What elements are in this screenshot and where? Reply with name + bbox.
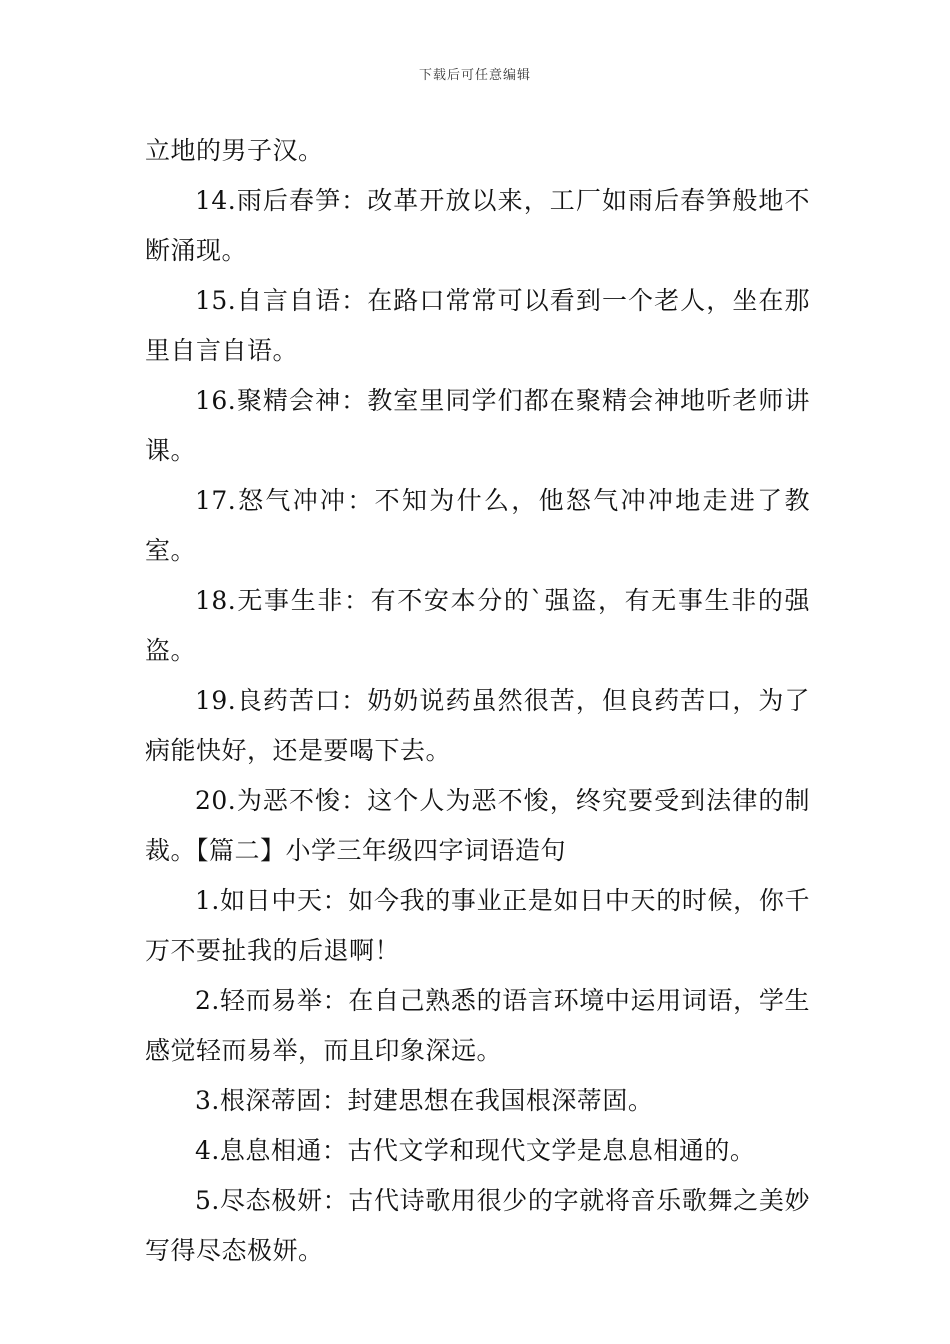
paragraph-item-16: 16.聚精会神：教室里同学们都在聚精会神地听老师讲课。 (145, 386, 810, 465)
paragraph-item-1: 1.如日中天：如今我的事业正是如日中天的时候，你千万不要扯我的后退啊！ (145, 886, 810, 965)
paragraph-item-14: 14.雨后春笋：改革开放以来，工厂如雨后春笋般地不断涌现。 (145, 186, 810, 265)
paragraph-item-5: 5.尽态极妍：古代诗歌用很少的字就将音乐歌舞之美妙写得尽态极妍。 (145, 1186, 810, 1265)
paragraph-item-20: 20.为恶不悛：这个人为恶不悛，终究要受到法律的制裁。【篇二】小学三年级四字词语造句 (145, 786, 810, 865)
paragraph-item-15: 15.自言自语：在路口常常可以看到一个老人，坐在那里自言自语。 (145, 286, 810, 365)
paragraph-item-3: 3.根深蒂固：封建思想在我国根深蒂固。 (195, 1086, 654, 1115)
document-body (145, 126, 810, 1276)
page-header: 下载后可任意编辑 (418, 68, 531, 83)
paragraph-item-18: 18.无事生非：有不安本分的`强盗，有无事生非的强盗。 (145, 586, 810, 665)
paragraph-item-4: 4.息息相通：古代文学和现代文学是息息相通的。 (195, 1136, 756, 1165)
paragraph-item-17: 17.怒气冲冲：不知为什么，他怒气冲冲地走进了教室。 (145, 486, 810, 565)
paragraph-item-19: 19.良药苦口：奶奶说药虽然很苦，但良药苦口，为了病能快好，还是要喝下去。 (145, 686, 810, 765)
paragraph-continuation: 立地的男子汉。 (145, 136, 324, 165)
paragraph-item-2: 2.轻而易举：在自己熟悉的语言环境中运用词语，学生感觉轻而易举，而且印象深远。 (145, 986, 810, 1065)
